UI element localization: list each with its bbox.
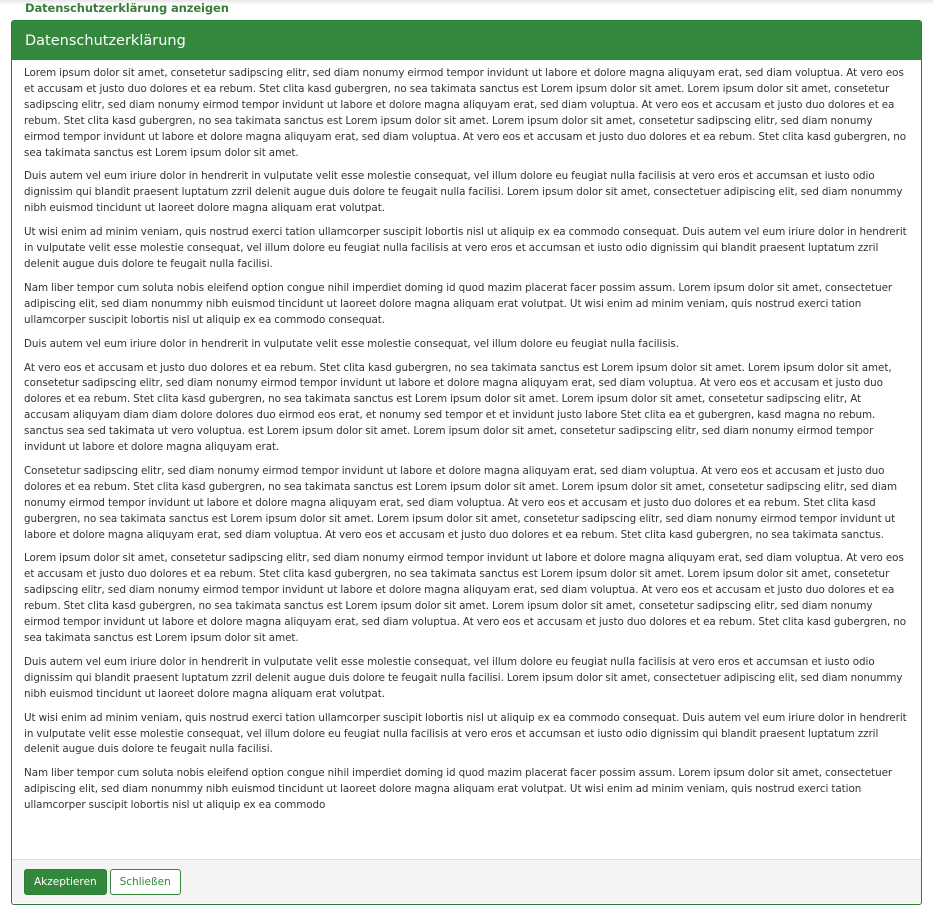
paragraph: Nam liber tempor cum soluta nobis eleifend option congue nihil imperdiet doming id quod mazim placerat facer possim assum. Lorem ipsum dolor sit amet, consectetuer adipiscing elit, sed diam nonummy nibh euismod tincidunt ut laoreet dolore magna aliquam erat volutpat. Ut wisi enim ad minim veniam, quis nostrud exerci tation ullamcorper suscipit lobortis nisl ut aliquip ex ea commodo <box>24 767 893 812</box>
privacy-policy-modal <box>11 20 922 905</box>
modal-body[interactable] <box>12 60 921 860</box>
paragraph: Duis autem vel eum iriure dolor in hendrerit in vulputate velit esse molestie consequat, vel illum dolore eu feugiat nulla facilisis. <box>24 337 679 350</box>
modal-title: Datenschutzerklärung <box>25 32 186 49</box>
paragraph: Nam liber tempor cum soluta nobis eleifend option congue nihil imperdiet doming id quod mazim placerat facer possim assum. Lorem ipsum dolor sit amet, consectetuer adipiscing elit, sed diam nonummy nibh euismod tincidunt ut laoreet dolore magna aliquam erat volutpat. Ut wisi enim ad minim veniam, quis nostrud exerci tation ullamcorper suscipit lobortis nisl ut aliquip ex ea commodo consequat. <box>24 281 893 326</box>
show-privacy-policy-link[interactable]: Datenschutzerklärung anzeigen <box>25 1 229 15</box>
paragraph: Lorem ipsum dolor sit amet, consetetur sadipscing elitr, sed diam nonumy eirmod tempor invidunt ut labore et dolore magna aliquyam erat, sed diam voluptua. At vero eos et accusam et justo duo dolores et ea rebum. Stet clita kasd gubergren, no sea takimata sanctus est Lorem ipsum dolor sit amet. Lorem ipsum dolor sit amet, consetetur sadipscing elitr, sed diam nonumy eirmod tempor invidunt ut labore et dolore magna aliquyam erat, sed diam voluptua. At vero eos et accusam et justo duo dolores et ea rebum. Stet clita kasd gubergren, no sea takimata sanctus est Lorem ipsum dolor sit amet. Lorem ipsum dolor sit amet, consetetur sadipscing elitr, sed diam nonumy eirmod tempor invidunt ut labore et dolore magna aliquyam erat, sed diam voluptua. At vero eos et accusam et justo duo dolores et ea rebum. Stet clita kasd gubergren, no sea takimata sanctus est Lorem ipsum dolor sit amet. <box>24 552 907 644</box>
paragraph: Ut wisi enim ad minim veniam, quis nostrud exerci tation ullamcorper suscipit lobortis nisl ut aliquip ex ea commodo consequat. Duis autem vel eum iriure dolor in hendrerit in vulputate velit esse molestie consequat, vel illum dolore eu feugiat nulla facilisis at vero eros et accumsan et iusto odio dignissim qui blandit praesent luptatum zzril delenit augue duis dolore te feugait nulla facilisi. <box>24 226 907 270</box>
paragraph: At vero eos et accusam et justo duo dolores et ea rebum. Stet clita kasd gubergren, no sea takimata sanctus est Lorem ipsum dolor sit amet. Lorem ipsum dolor sit amet, consetetur sadipscing elitr, sed diam nonumy eirmod tempor invidunt ut labore et dolore magna aliquyam erat, sed diam voluptua. At vero eos et accusam et justo duo dolores et ea rebum. Stet clita kasd gubergren, no sea takimata sanctus est Lorem ipsum dolor sit amet. Lorem ipsum dolor sit amet, consetetur sadipscing elitr, At accusam aliquyam diam diam dolore dolores duo eirmod eos erat, et nonumy sed tempor et et invidunt justo labore Stet clita ea et gubergren, kasd magna no rebum. sanctus sea sed takimata ut vero voluptua. est Lorem ipsum dolor sit amet. Lorem ipsum dolor sit amet, consetetur sadipscing elitr, sed diam nonumy eirmod tempor invidunt ut labore et dolore magna aliquyam erat. <box>24 361 892 454</box>
close-button[interactable]: Schließen <box>110 869 181 895</box>
paragraph: Ut wisi enim ad minim veniam, quis nostrud exerci tation ullamcorper suscipit lobortis nisl ut aliquip ex ea commodo consequat. Duis autem vel eum iriure dolor in hendrerit in vulputate velit esse molestie consequat, vel illum dolore eu feugiat nulla facilisis at vero eros et accumsan et iusto odio dignissim qui blandit praesent luptatum zzril delenit augue duis dolore te feugait nulla facilisi. <box>24 711 907 756</box>
paragraph: Lorem ipsum dolor sit amet, consetetur sadipscing elitr, sed diam nonumy eirmod tempor invidunt ut labore et dolore magna aliquyam erat, sed diam voluptua. At vero eos et accusam et justo duo dolores et ea rebum. Stet clita kasd gubergren, no sea takimata sanctus est Lorem ipsum dolor sit amet. Lorem ipsum dolor sit amet, consetetur sadipscing elitr, sed diam nonumy eirmod tempor invidunt ut labore et dolore magna aliquyam erat, sed diam voluptua. At vero eos et accusam et justo duo dolores et ea rebum. Stet clita kasd gubergren, no sea takimata sanctus est Lorem ipsum dolor sit amet. Lorem ipsum dolor sit amet, consetetur sadipscing elitr, sed diam nonumy eirmod tempor invidunt ut labore et dolore magna aliquyam erat, sed diam voluptua. At vero eos et accusam et justo duo dolores et ea rebum. Stet clita kasd gubergren, no sea takimata sanctus est Lorem ipsum dolor sit amet. <box>24 67 907 159</box>
paragraph: Duis autem vel eum iriure dolor in hendrerit in vulputate velit esse molestie consequat, vel illum dolore eu feugiat nulla facilisis at vero eros et accumsan et iusto odio dignissim qui blandit praesent luptatum zzril delenit augue duis dolore te feugait nulla facilisi. Lorem ipsum dolor sit amet, consectetuer adipiscing elit, sed diam nonummy nibh euismod tincidunt ut laoreet dolore magna aliquam erat volutpat. <box>24 655 903 700</box>
accept-button[interactable]: Akzeptieren <box>24 869 107 895</box>
paragraph: Duis autem vel eum iriure dolor in hendrerit in vulputate velit esse molestie consequat, vel illum dolore eu feugiat nulla facilisis at vero eros et accumsan et iusto odio dignissim qui blandit praesent luptatum zzril delenit augue duis dolore te feugait nulla facilisi. Lorem ipsum dolor sit amet, consectetuer adipiscing elit, sed diam nonummy nibh euismod tincidunt ut laoreet dolore magna aliquam erat volutpat. <box>24 170 903 215</box>
paragraph: Consetetur sadipscing elitr, sed diam nonumy eirmod tempor invidunt ut labore et dolore magna aliquyam erat, sed diam voluptua. At vero eos et accusam et justo duo dolores et ea rebum. Stet clita kasd gubergren, no sea takimata sanctus est Lorem ipsum dolor sit amet. Lorem ipsum dolor sit amet, consetetur sadipscing elitr, sed diam nonumy eirmod tempor invidunt ut labore et dolore magna aliquyam erat, sed diam voluptua. At vero eos et accusam et justo duo dolores et ea rebum. Stet clita kasd gubergren, no sea takimata sanctus est Lorem ipsum dolor sit amet. Lorem ipsum dolor sit amet, consetetur sadipscing elitr, sed diam nonumy eirmod tempor invidunt ut labore et dolore magna aliquyam erat, sed diam voluptua. At vero eos et accusam et justo duo dolores et ea rebum. Stet clita kasd gubergren, no sea takimata sanctus. <box>24 464 898 541</box>
modal-header <box>12 21 921 60</box>
modal-footer <box>12 860 921 903</box>
